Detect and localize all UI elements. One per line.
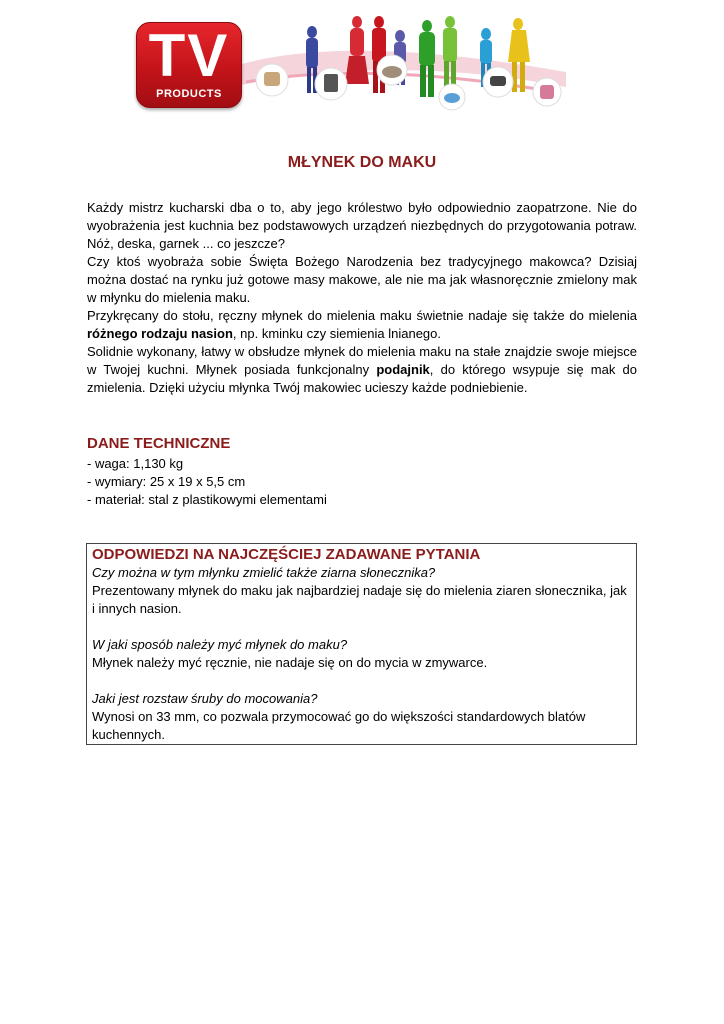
logo-tv-text: TV [148,22,230,89]
intro-paragraph-3 [87,307,637,343]
intro-paragraph-1: Każdy mistrz kucharski dba o to, aby jego królestwo było odpowiednio zaopatrzone. Nie do wyobrażenia jest kuchnia bez podstawowych urządzeń niezbędnych do przygotowania potraw. Nóż, deska, garnek ... co jeszcze? [87,200,637,251]
page-title: MŁYNEK DO MAKU [287,154,437,171]
tv-products-logo [136,22,242,108]
faq-question: Jaki jest rozstaw śruby do mocowania? [92,691,318,706]
intro-p3-bold: różnego rodzaju nasion [87,326,233,341]
intro-p4-text-b: , do którego wsypuje się mak do zmielenia. Dzięki użyciu młynka Twój makowiec ucieszy każde podniebienie. [87,362,637,395]
intro-p3-text-a: Przykręcany do stołu, ręczny młynek do mielenia maku świetnie nadaje się także do mielenia [87,308,637,323]
faq-answer: Wynosi on 33 mm, co pozwala przymocować go do większości standardowych blatów kuchennych. [92,709,586,742]
intro-paragraph-2: Czy ktoś wyobraża sobie Święta Bożego Narodzenia bez tradycyjnego makowca? Dzisiaj można dostać na rynku już gotowe masy makowe, ale nie ma jak własnoręcznie zmielony mak w młynku do mielenia maku. [87,254,637,305]
faq-answer: Młynek należy myć ręcznie, nie nadaje się on do mycia w zmywarce. [92,655,488,670]
logo-products-text: PRODUCTS [156,88,222,100]
faq-box [86,543,637,745]
faq-question: W jaki sposób należy myć młynek do maku? [92,637,348,652]
product-description [87,199,637,397]
tech-item: - waga: 1,130 kg [87,456,184,471]
intro-p4-bold: podajnik [376,362,430,377]
tech-item: - wymiary: 25 x 19 x 5,5 cm [87,474,246,489]
intro-paragraph-4 [87,343,637,397]
faq-heading: ODPOWIEDZI NA NAJCZĘŚCIEJ ZADAWANE PYTANIA [92,546,481,563]
technical-data-heading: DANE TECHNICZNE [87,435,231,452]
technical-data-section [87,435,637,509]
faq-question: Czy można w tym młynku zmielić także ziarna słonecznika? [92,565,436,580]
intro-p4-text-a: Solidnie wykonany, łatwy w obsłudze młynek do mielenia maku na stałe znajdzie swoje miejsce w Twojej kuchni. Młynek posiada funkcjonalny [87,344,637,377]
tech-item: - materiał: stal z plastikowymi elementami [87,492,327,507]
intro-p3-text-b: , np. kminku czy siemienia lnianego. [232,326,442,341]
faq-answer: Prezentowany młynek do maku jak najbardziej nadaje się do mielenia ziaren słonecznika, jak i innych nasion. [92,583,627,616]
